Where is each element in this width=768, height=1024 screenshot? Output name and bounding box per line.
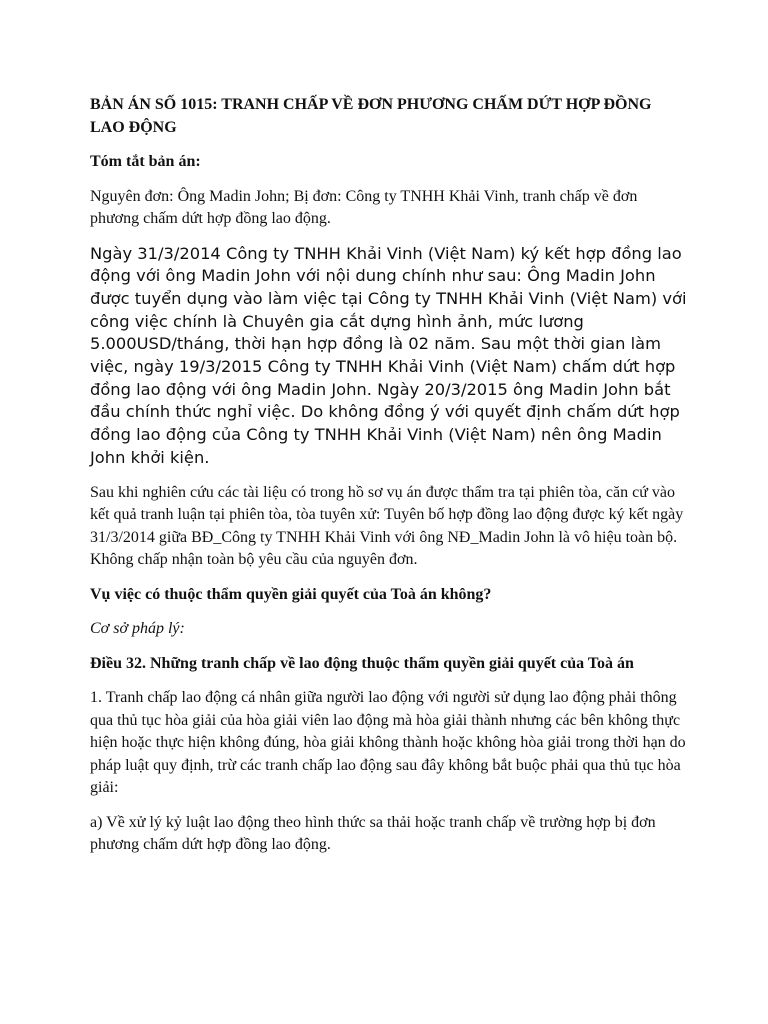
clause-1-paragraph: 1. Tranh chấp lao động cá nhân giữa người lao động với người sử dụng lao động phải thông qua thủ tục hòa giải của hòa giải viên lao động mà hòa giải thành nhưng các bên không thực hiện hoặc thực hiện không đúng, hòa giải không thành hoặc không hòa giải trong thời hạn do pháp luật quy định, trừ các tranh chấp lao động sau đây không bắt buộc phải qua thủ tục hòa giải: <box>90 689 686 797</box>
document-page <box>90 94 690 857</box>
legal-basis-label: Cơ sở pháp lý: <box>90 620 185 638</box>
question-heading: Vụ việc có thuộc thẩm quyền giải quyết của Toà án không? <box>90 585 492 603</box>
clause-1a-paragraph: a) Về xử lý kỷ luật lao động theo hình thức sa thải hoặc tranh chấp về trường hợp bị đơn phương chấm dứt hợp đồng lao động. <box>90 813 656 854</box>
summary-heading: Tóm tắt bản án: <box>90 153 201 170</box>
article-heading: Điều 32. Những tranh chấp về lao động thuộc thẩm quyền giải quyết của Toà án <box>90 654 634 672</box>
parties-paragraph: Nguyên đơn: Ông Madin John; Bị đơn: Công ty TNHH Khải Vinh, tranh chấp về đơn phương chấm dứt hợp đồng lao động. <box>90 187 638 227</box>
facts-paragraph: Ngày 31/3/2014 Công ty TNHH Khải Vinh (Việt Nam) ký kết hợp đồng lao động với ông Madin John với nội dung chính như sau: Ông Madin John được tuyển dụng vào làm việc tại Công ty TNHH Khải Vinh (Việt Nam) với công việc chính là Chuyên gia cắt dựng hình ảnh, mức lương 5.000USD/tháng, thời hạn hợp đồng là 02 năm. Sau một thời gian làm việc, ngày 19/3/2015 Công ty TNHH Khải Vinh (Việt Nam) chấm dứt hợp đồng lao động với ông Madin John. Ngày 20/3/2015 ông Madin John bắt đầu chính thức nghỉ việc. Do không đồng ý với quyết định chấm dứt hợp đồng lao động của Công ty TNHH Khải Vinh (Việt Nam) nên ông Madin John khởi kiện. <box>90 243 687 467</box>
ruling-paragraph: Sau khi nghiên cứu các tài liệu có trong hồ sơ vụ án được thẩm tra tại phiên tòa, căn cứ vào kết quả tranh luận tại phiên tòa, tòa tuyên xử: Tuyên bố hợp đồng lao động được ký kết ngày 31/3/2014 giữa BĐ_Công ty TNHH Khải Vinh với ông NĐ_Madin John là vô hiệu toàn bộ. Không chấp nhận toàn bộ yêu cầu của nguyên đơn. <box>90 483 684 569</box>
document-title: BẢN ÁN SỐ 1015: TRANH CHẤP VỀ ĐƠN PHƯƠNG CHẤM DỨT HỢP ĐỒNG LAO ĐỘNG <box>90 96 652 136</box>
